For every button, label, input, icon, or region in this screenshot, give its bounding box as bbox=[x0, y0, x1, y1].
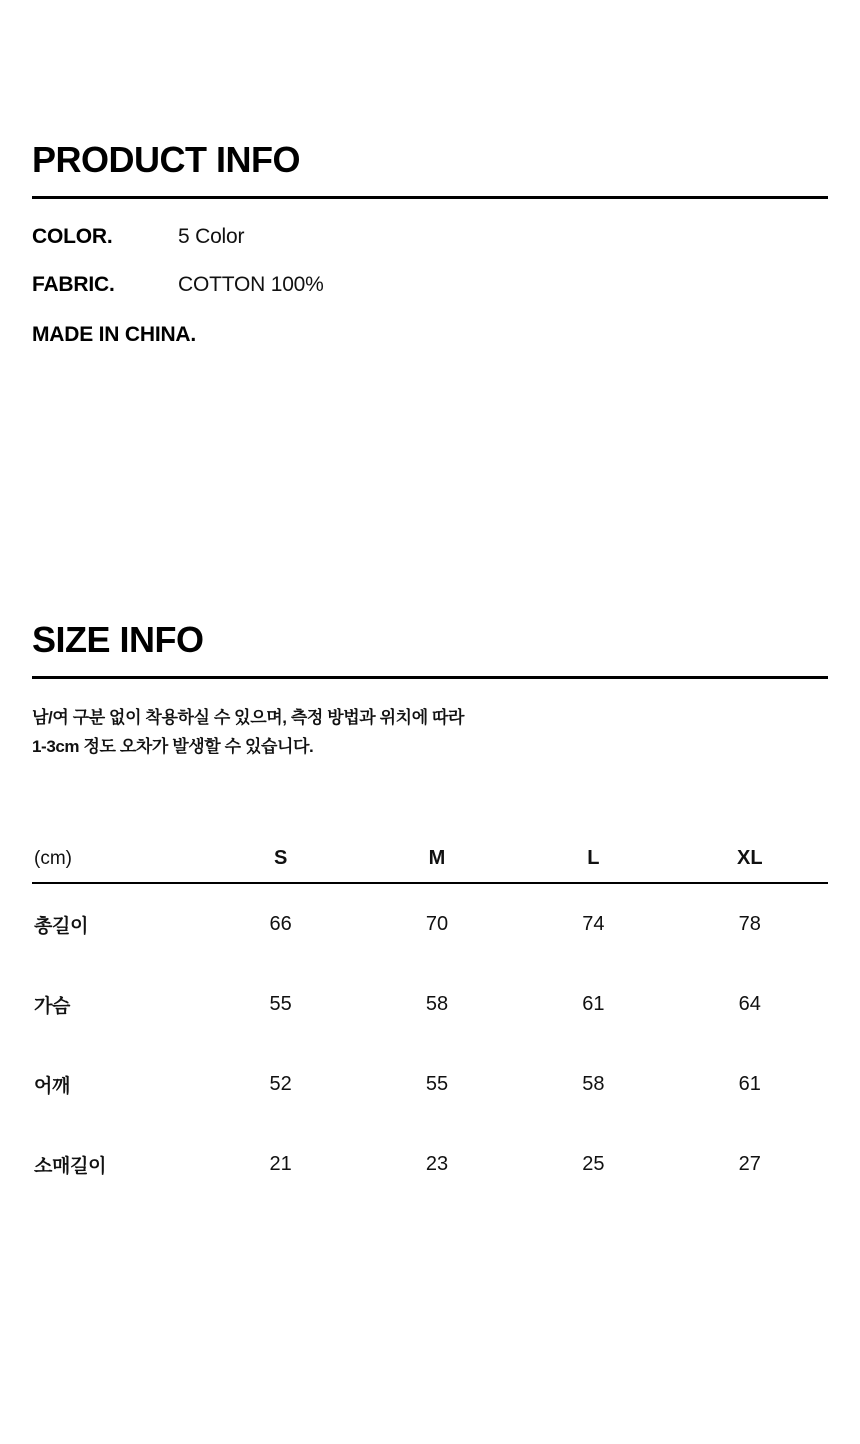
table-row bbox=[32, 1044, 828, 1124]
fabric-label: FABRIC. bbox=[32, 272, 115, 296]
color-label: COLOR. bbox=[32, 224, 113, 248]
table-header-row bbox=[32, 824, 828, 883]
column-header-l: L bbox=[515, 824, 671, 883]
product-info-row-fabric bbox=[32, 273, 828, 297]
cell-sleeve-length-s: 21 bbox=[269, 1152, 292, 1175]
row-label-chest: 가슴 bbox=[34, 995, 71, 1017]
color-value: 5 Color bbox=[178, 224, 245, 248]
cell-sleeve-length-xl: 27 bbox=[738, 1152, 761, 1175]
size-table bbox=[32, 824, 828, 1204]
product-info-row-color bbox=[32, 225, 828, 249]
cell-total-length-m: 70 bbox=[425, 912, 449, 935]
size-info-heading: SIZE INFO bbox=[32, 619, 204, 660]
column-header-xl: XL bbox=[672, 824, 828, 883]
product-info-section bbox=[32, 140, 828, 347]
cell-chest-xl: 64 bbox=[738, 992, 761, 1015]
product-info-heading: PRODUCT INFO bbox=[32, 139, 300, 180]
size-note-line-2: 1-3cm 정도 오차가 발생할 수 있습니다. bbox=[32, 737, 314, 757]
made-in-text: MADE IN CHINA. bbox=[32, 322, 197, 346]
cell-shoulder-m: 55 bbox=[425, 1072, 449, 1095]
cell-shoulder-l: 58 bbox=[582, 1072, 605, 1095]
size-note-line-1: 남/여 구분 없이 착용하실 수 있으며, 측정 방법과 위치에 따라 bbox=[32, 707, 465, 727]
cell-sleeve-length-l: 25 bbox=[582, 1152, 605, 1175]
column-header-s: S bbox=[202, 824, 358, 883]
product-info-list bbox=[32, 225, 828, 297]
product-info-divider bbox=[32, 196, 828, 199]
cell-sleeve-length-m: 23 bbox=[425, 1152, 449, 1175]
table-row bbox=[32, 964, 828, 1044]
fabric-value: COTTON 100% bbox=[178, 272, 324, 296]
cell-shoulder-xl: 61 bbox=[738, 1072, 761, 1095]
unit-label: (cm) bbox=[32, 824, 202, 883]
row-label-total-length: 총길이 bbox=[34, 915, 89, 937]
cell-total-length-xl: 78 bbox=[738, 912, 761, 935]
cell-total-length-s: 66 bbox=[269, 912, 292, 935]
size-table-head bbox=[32, 824, 828, 883]
size-info-divider bbox=[32, 676, 828, 679]
row-label-sleeve-length: 소매길이 bbox=[34, 1155, 107, 1177]
cell-chest-s: 55 bbox=[269, 992, 292, 1015]
cell-chest-m: 58 bbox=[425, 992, 449, 1015]
cell-chest-l: 61 bbox=[582, 992, 605, 1015]
row-label-shoulder: 어깨 bbox=[34, 1075, 71, 1097]
table-row bbox=[32, 1124, 828, 1204]
size-info-section bbox=[32, 620, 828, 1204]
table-row bbox=[32, 883, 828, 964]
size-table-body bbox=[32, 883, 828, 1204]
cell-shoulder-s: 52 bbox=[269, 1072, 292, 1095]
cell-total-length-l: 74 bbox=[582, 912, 605, 935]
column-header-m: M bbox=[359, 824, 515, 883]
size-note bbox=[32, 703, 828, 763]
